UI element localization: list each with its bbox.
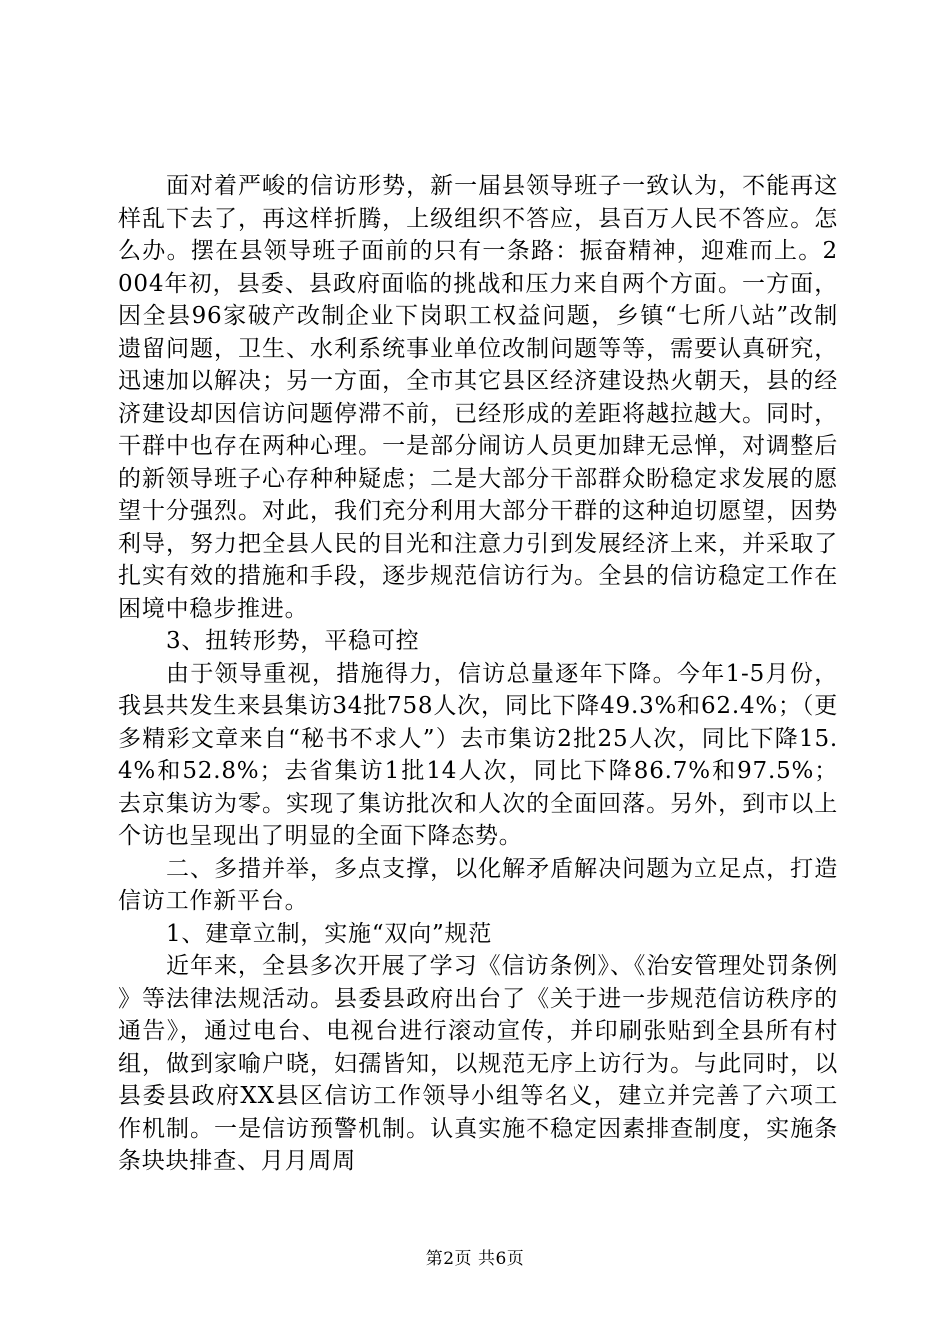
- document-body: [118, 170, 838, 1178]
- paragraph-mechanisms: 近年来，全县多次开展了学习《信访条例》、《治安管理处罚条例》等法律法规活动。县委县政府出台了《关于进一步规范信访秩序的通告》，通过电台、电视台进行滚动宣传，并印刷张贴到全县所有村组，做到家喻户晓，妇孺皆知，以规范无序上访行为。与此同时，以县委县政府XX县区信访工作领导小组等名义，建立并完善了六项工作机制。一是信访预警机制。认真实施不稳定因素排查制度，实施条条块块排查、月月周周: [118, 953, 838, 1174]
- paragraph-situation: 面对着严峻的信访形势，新一届县领导班子一致认为，不能再这样乱下去了，再这样折腾，上级组织不答应，县百万人民不答应。怎么办。摆在县领导班子面前的只有一条路：振奋精神，迎难而上。2004年初，县委、县政府面临的挑战和压力来自两个方面。一方面，因全县96家破产改制企业下岗职工权益问题，乡镇“七所八站”改制遗留问题，卫生、水利系统事业单位改制问题等等，需要认真研究，迅速加以解决；另一方面，全市其它县区经济建设热火朝天，县的经济建设却因信访问题停滞不前，已经形成的差距将越拉越大。同时，干群中也存在两种心理。一是部分闹访人员更加肆无忌惮，对调整后的新领导班子心存种种疑虑；二是大部分干部群众盼稳定求发展的愿望十分强烈。对此，我们充分利用大部分干群的这种迫切愿望，因势利导，努力把全县人民的目光和注意力引到发展经济上来，并采取了扎实有效的措施和手段，逐步规范信访行为。全县的信访稳定工作在困境中稳步推进。: [118, 173, 838, 622]
- heading-reverse-trend: 3、扭转形势，平稳可控: [166, 628, 420, 654]
- page-number-footer: 第2页 共6页: [425, 1249, 525, 1269]
- heading-rules: 1、建章立制，实施“双向”规范: [166, 920, 493, 947]
- section-heading-two: 二、多措并举，多点支撑，以化解矛盾解决问题为立足点，打造信访工作新平台。: [118, 855, 838, 914]
- paragraph-statistics: 由于领导重视，措施得力，信访总量逐年下降。今年1-5月份，我县共发生来县集访34批758人次，同比下降49.3%和62.4%；（更多精彩文章来自“秘书不求人”）去市集访2批25人次，同比下降15.4%和52.8%；去省集访1批14人次，同比下降86.7%和97.5%；去京集访为零。实现了集访批次和人次的全面回落。另外，到市以上个访也呈现出了明显的全面下降态势。: [118, 660, 838, 849]
